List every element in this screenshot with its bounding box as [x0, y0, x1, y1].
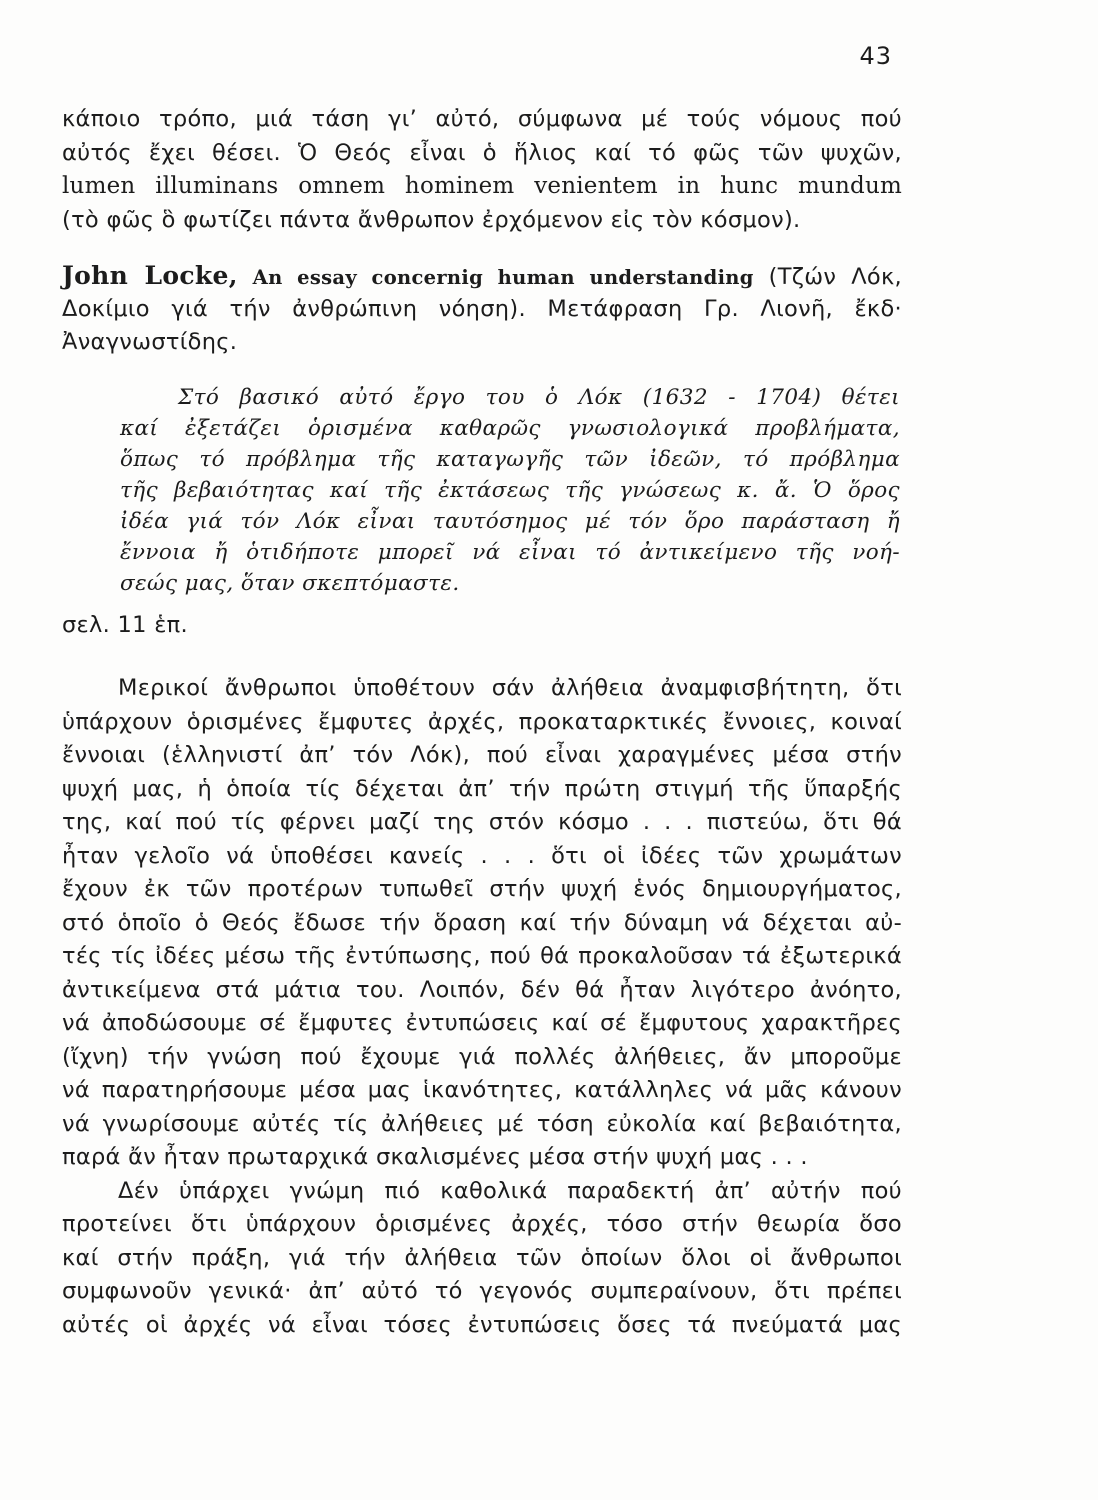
citation-translation: (Τζών Λόκ,	[768, 264, 902, 290]
summary-line: ὅπως τό πρόβλημα τῆς καταγωγῆς τῶν ἰδεῶν, τό πρόβλημα	[120, 446, 900, 472]
citation-book-title: An essay concernig human understanding	[252, 266, 754, 289]
citation	[62, 259, 902, 360]
page-reference: σελ. 11 ἑπ.	[62, 611, 188, 638]
intro-paragraph	[62, 103, 902, 237]
excerpt-line: ψυχή μας, ἡ ὁποία τίς δέχεται ἀπ’ τήν πρώτη στιγμή τῆς ὕπαρξής	[62, 775, 902, 802]
excerpt-line: ἔχουν ἐκ τῶν προτέρων τυπωθεῖ στήν ψυχή ἑνός δημιουργήματος,	[62, 876, 902, 902]
summary-line: ἔννοια ἤ ὁτιδήποτε μπορεῖ νά εἶναι τό ἀντικείμενο τῆς νοή-	[120, 539, 900, 565]
excerpt-line: νά ἀποδώσουμε σέ ἔμφυτες ἐντυπώσεις καί σέ ἔμφυτους χαρακτῆρες	[62, 1010, 902, 1036]
summary-line: ἰδέα γιά τόν Λόκ εἶναι ταυτόσημος μέ τόν ὅρο παράσταση ἤ	[120, 508, 900, 534]
excerpt-line: νά γνωρίσουμε αὐτές τίς ἀλήθειες μέ τόση εὐκολία καί βεβαιότητα,	[62, 1110, 902, 1137]
excerpt-line: της, καί πού τίς φέρνει μαζί της στόν κόσμο . . . πιστεύω, ὅτι θά	[62, 809, 902, 835]
excerpt-line: ὑπάρχουν ὁρισμένες ἔμφυτες ἀρχές, προκαταρκτικές ἔννοιες, κοιναί	[62, 708, 902, 735]
text-column	[62, 103, 902, 1342]
excerpt-paragraph-1	[62, 672, 902, 1175]
summary-line: καί ἐξετάζει ὁρισμένα καθαρῶς γνωσιολογικά προβλήματα,	[120, 415, 900, 441]
excerpt-line: ἀντικείμενα στά μάτια του. Λοιπόν, δέν θά ἦταν λιγότερο ἀνόητο,	[62, 976, 902, 1003]
citation-publisher: Ἀναγνωστίδης.	[62, 329, 238, 355]
latin-quote-line: lumen illuminans omnem hominem venientem in hunc mundum	[62, 173, 902, 199]
excerpt-line: ἦταν γελοῖο νά ὑποθέσει κανείς . . . ὅτι οἱ ἰδέες τῶν χρωμάτων	[62, 842, 902, 869]
excerpt-line: νά παρατηρήσουμε μέσα μας ἱκανότητες, κατάλληλες νά μᾶς κάνουν	[62, 1077, 902, 1103]
excerpt-line: συμφωνοῦν γενικά· ἀπ’ αὐτό τό γεγονός συμπεραίνουν, ὅτι πρέπει	[62, 1278, 902, 1304]
summary-line: τῆς βεβαιότητας καί τῆς ἐκτάσεως τῆς γνώσεως κ. ἄ. Ὁ ὅρος	[120, 477, 900, 503]
excerpt-line: τές τίς ἰδέες μέσω τῆς ἐντύπωσης, πού θά προκαλοῦσαν τά ἐξωτερικά	[62, 943, 902, 969]
excerpt-line: (ἴχνη) τήν γνώση πού ἔχουμε γιά πολλές ἀλήθειες, ἄν μποροῦμε	[62, 1043, 902, 1070]
summary-line: σεώς μας, ὅταν σκεπτόμαστε.	[120, 570, 460, 596]
text-line: αὐτός ἔχει θέσει. Ὁ Θεός εἶναι ὁ ἥλιος καί τό φῶς τῶν ψυχῶν,	[62, 139, 902, 166]
excerpt-line: ἔννοιαι (ἑλληνιστί ἀπ’ τόν Λόκ), πού εἶναι χαραγμένες μέσα στήν	[62, 742, 902, 768]
citation-line: Δοκίμιο γιά τήν ἀνθρώπινη νόηση). Μετάφραση Γρ. Λιονῆ, ἔκδ·	[62, 295, 902, 322]
citation-author: John Locke,	[62, 261, 238, 290]
excerpt-paragraph-2	[62, 1175, 902, 1343]
excerpt-line: Δέν ὑπάρχει γνώμη πιό καθολικά παραδεκτή ἀπ’ αὐτήν πού	[118, 1177, 902, 1204]
text-line: κάποιο τρόπο, μιά τάση γι’ αὐτό, σύμφωνα μέ τούς νόμους πού	[62, 106, 902, 132]
text-line: (τὸ φῶς ὃ φωτίζει πάντα ἄνθρωπον ἐρχόμενον εἰς τὸν κόσμον).	[62, 206, 801, 233]
excerpt-line: προτείνει ὅτι ὑπάρχουν ὁρισμένες ἀρχές, τόσο στήν θεωρία ὅσο	[62, 1211, 902, 1237]
page-number: 43	[859, 42, 892, 70]
excerpt-line: καί στήν πράξη, γιά τήν ἀλήθεια τῶν ὁποίων ὅλοι οἱ ἄνθρωποι	[62, 1244, 902, 1271]
excerpt-line: αὐτές οἱ ἀρχές νά εἶναι τόσες ἐντυπώσεις ὅσες τά πνεύματά μας	[62, 1311, 902, 1338]
work-summary	[120, 382, 900, 599]
summary-line: Στό βασικό αὐτό ἔργο του ὁ Λόκ (1632 - 1704) θέτει	[178, 384, 900, 410]
excerpt-line: παρά ἄν ἦταν πρωταρχικά σκαλισμένες μέσα στήν ψυχή μας . . .	[62, 1144, 808, 1170]
excerpt-line: στό ὁποῖο ὁ Θεός ἔδωσε τήν ὅραση καί τήν δύναμη νά δέχεται αὐ-	[62, 909, 902, 936]
excerpt-line: Μερικοί ἄνθρωποι ὑποθέτουν σάν ἀλήθεια ἀναμφισβήτητη, ὅτι	[118, 675, 902, 701]
